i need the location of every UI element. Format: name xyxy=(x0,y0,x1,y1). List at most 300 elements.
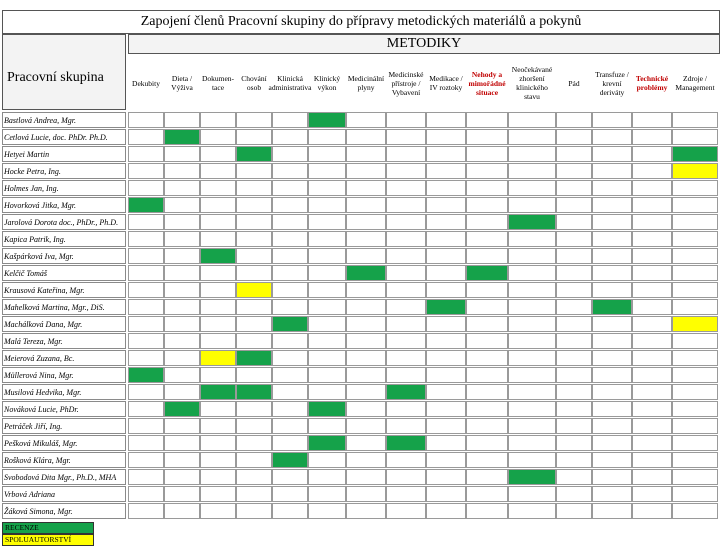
member-name: Malá Tereza, Mgr. xyxy=(2,333,126,349)
assignment-cell xyxy=(272,197,308,213)
assignment-cell xyxy=(592,333,632,349)
assignment-cell xyxy=(672,418,718,434)
member-name: Bastlová Andrea, Mgr. xyxy=(2,112,126,128)
assignment-cell xyxy=(236,469,272,485)
assignment-cell xyxy=(272,452,308,468)
assignment-cell xyxy=(632,231,672,247)
assignment-cell xyxy=(466,384,508,400)
assignment-cell xyxy=(632,469,672,485)
assignment-cell xyxy=(308,231,346,247)
member-name: Kašpárková Iva, Mgr. xyxy=(2,248,126,264)
member-name: Machálková Dana, Mgr. xyxy=(2,316,126,332)
assignment-cell xyxy=(128,367,164,383)
assignment-cell xyxy=(164,401,200,417)
assignment-cell xyxy=(632,401,672,417)
assignment-cell xyxy=(164,163,200,179)
assignment-cell xyxy=(672,146,718,162)
assignment-cell xyxy=(272,503,308,519)
assignment-cell xyxy=(426,197,466,213)
assignment-cell xyxy=(592,248,632,264)
assignment-cell xyxy=(236,248,272,264)
assignment-cell xyxy=(164,469,200,485)
assignment-cell xyxy=(556,452,592,468)
assignment-cell xyxy=(346,452,386,468)
assignment-cell xyxy=(386,248,426,264)
assignment-cell xyxy=(272,486,308,502)
assignment-cell xyxy=(672,401,718,417)
assignment-cell xyxy=(466,452,508,468)
member-name: Hetyei Martin xyxy=(2,146,126,162)
assignment-cell xyxy=(272,214,308,230)
assignment-cell xyxy=(272,180,308,196)
assignment-cell xyxy=(386,350,426,366)
assignment-cell xyxy=(466,435,508,451)
assignment-cell xyxy=(466,248,508,264)
assignment-cell xyxy=(128,486,164,502)
assignment-cell xyxy=(672,333,718,349)
column-header: Transfuze / krevní deriváty xyxy=(595,69,629,97)
member-name: Kelčič Tomáš xyxy=(2,265,126,281)
assignment-cell xyxy=(426,469,466,485)
assignment-cell xyxy=(592,180,632,196)
assignment-cell xyxy=(592,367,632,383)
assignment-cell xyxy=(346,197,386,213)
assignment-cell xyxy=(556,180,592,196)
assignment-cell xyxy=(466,231,508,247)
assignment-cell xyxy=(508,197,556,213)
assignment-cell xyxy=(508,180,556,196)
assignment-cell xyxy=(426,282,466,298)
assignment-cell xyxy=(556,418,592,434)
assignment-cell xyxy=(466,282,508,298)
assignment-cell xyxy=(632,333,672,349)
assignment-cell xyxy=(200,231,236,247)
assignment-cell xyxy=(346,486,386,502)
assignment-cell xyxy=(556,469,592,485)
assignment-cell xyxy=(272,418,308,434)
assignment-cell xyxy=(632,452,672,468)
assignment-cell xyxy=(556,248,592,264)
assignment-cell xyxy=(128,350,164,366)
assignment-cell xyxy=(672,384,718,400)
assignment-cell xyxy=(164,418,200,434)
assignment-cell xyxy=(200,503,236,519)
assignment-cell xyxy=(632,248,672,264)
member-name: Pešková Mikuláš, Mgr. xyxy=(2,435,126,451)
assignment-cell xyxy=(466,146,508,162)
assignment-cell xyxy=(632,350,672,366)
assignment-cell xyxy=(236,401,272,417)
assignment-cell xyxy=(466,350,508,366)
assignment-cell xyxy=(466,486,508,502)
assignment-cell xyxy=(426,214,466,230)
assignment-cell xyxy=(556,265,592,281)
assignment-cell xyxy=(272,316,308,332)
assignment-cell xyxy=(346,435,386,451)
assignment-cell xyxy=(632,435,672,451)
assignment-cell xyxy=(672,248,718,264)
member-name: Rošková Klára, Mgr. xyxy=(2,452,126,468)
assignment-cell xyxy=(556,299,592,315)
member-name: Cetlová Lucie, doc. PhDr. Ph.D. xyxy=(2,129,126,145)
column-header: Medikace / IV roztoky xyxy=(429,74,463,92)
assignment-cell xyxy=(308,333,346,349)
assignment-cell xyxy=(200,248,236,264)
assignment-cell xyxy=(236,452,272,468)
assignment-cell xyxy=(236,129,272,145)
assignment-cell xyxy=(308,452,346,468)
assignment-cell xyxy=(672,214,718,230)
column-header: Nehody a mimořádné situace xyxy=(468,69,506,97)
assignment-cell xyxy=(466,129,508,145)
assignment-cell xyxy=(200,180,236,196)
assignment-cell xyxy=(164,265,200,281)
assignment-cell xyxy=(556,384,592,400)
assignment-cell xyxy=(308,197,346,213)
assignment-cell xyxy=(556,129,592,145)
assignment-cell xyxy=(308,112,346,128)
assignment-cell xyxy=(236,214,272,230)
member-name: Müllerová Nina, Mgr. xyxy=(2,367,126,383)
assignment-cell xyxy=(200,112,236,128)
assignment-cell xyxy=(386,452,426,468)
assignment-cell xyxy=(508,333,556,349)
assignment-cell xyxy=(556,163,592,179)
assignment-cell xyxy=(508,401,556,417)
assignment-cell xyxy=(556,282,592,298)
member-name: Krausová Kateřina, Mgr. xyxy=(2,282,126,298)
assignment-cell xyxy=(508,452,556,468)
assignment-cell xyxy=(426,452,466,468)
assignment-cell xyxy=(632,486,672,502)
assignment-cell xyxy=(128,503,164,519)
assignment-cell xyxy=(592,146,632,162)
assignment-cell xyxy=(386,333,426,349)
assignment-cell xyxy=(672,129,718,145)
assignment-cell xyxy=(592,299,632,315)
assignment-cell xyxy=(508,265,556,281)
assignment-cell xyxy=(632,214,672,230)
assignment-cell xyxy=(556,367,592,383)
column-header: Dokumen-tace xyxy=(201,74,235,92)
assignment-cell xyxy=(308,282,346,298)
assignment-cell xyxy=(466,333,508,349)
assignment-cell xyxy=(672,503,718,519)
assignment-cell xyxy=(632,367,672,383)
assignment-cell xyxy=(466,299,508,315)
assignment-cell xyxy=(128,435,164,451)
assignment-cell xyxy=(466,418,508,434)
assignment-cell xyxy=(346,367,386,383)
assignment-cell xyxy=(308,316,346,332)
assignment-cell xyxy=(466,265,508,281)
member-name: Svobodová Dita Mgr., Ph.D., MHA xyxy=(2,469,126,485)
assignment-cell xyxy=(128,112,164,128)
assignment-cell xyxy=(386,299,426,315)
assignment-cell xyxy=(200,333,236,349)
assignment-cell xyxy=(164,367,200,383)
assignment-cell xyxy=(556,486,592,502)
assignment-cell xyxy=(200,146,236,162)
assignment-cell xyxy=(272,401,308,417)
assignment-cell xyxy=(128,197,164,213)
assignment-cell xyxy=(386,469,426,485)
assignment-cell xyxy=(508,163,556,179)
assignment-cell xyxy=(164,452,200,468)
assignment-cell xyxy=(128,384,164,400)
assignment-cell xyxy=(508,418,556,434)
assignment-cell xyxy=(308,503,346,519)
assignment-cell xyxy=(466,316,508,332)
assignment-cell xyxy=(426,367,466,383)
assignment-cell xyxy=(200,384,236,400)
assignment-cell xyxy=(236,231,272,247)
assignment-cell xyxy=(426,333,466,349)
assignment-cell xyxy=(164,316,200,332)
assignment-cell xyxy=(128,129,164,145)
member-name: Hocke Petra, Ing. xyxy=(2,163,126,179)
assignment-cell xyxy=(672,486,718,502)
assignment-cell xyxy=(508,146,556,162)
assignment-cell xyxy=(164,231,200,247)
assignment-cell xyxy=(164,129,200,145)
assignment-cell xyxy=(592,486,632,502)
assignment-cell xyxy=(308,469,346,485)
assignment-cell xyxy=(128,333,164,349)
assignment-cell xyxy=(466,197,508,213)
assignment-cell xyxy=(346,299,386,315)
assignment-cell xyxy=(200,350,236,366)
assignment-cell xyxy=(466,401,508,417)
assignment-cell xyxy=(672,316,718,332)
assignment-cell xyxy=(236,197,272,213)
assignment-cell xyxy=(632,146,672,162)
assignment-cell xyxy=(164,503,200,519)
assignment-cell xyxy=(346,231,386,247)
assignment-cell xyxy=(272,333,308,349)
assignment-cell xyxy=(272,231,308,247)
assignment-cell xyxy=(200,401,236,417)
assignment-cell xyxy=(308,384,346,400)
assignment-cell xyxy=(128,265,164,281)
assignment-cell xyxy=(632,265,672,281)
assignment-cell xyxy=(556,214,592,230)
assignment-cell xyxy=(426,146,466,162)
assignment-cell xyxy=(426,316,466,332)
assignment-cell xyxy=(632,163,672,179)
assignment-cell xyxy=(632,129,672,145)
assignment-cell xyxy=(592,197,632,213)
assignment-cell xyxy=(508,112,556,128)
member-name: Mahelková Martina, Mgr., DiS. xyxy=(2,299,126,315)
assignment-cell xyxy=(346,401,386,417)
assignment-cell xyxy=(466,180,508,196)
member-name: Nováková Lucie, PhDr. xyxy=(2,401,126,417)
assignment-cell xyxy=(592,282,632,298)
assignment-cell xyxy=(508,503,556,519)
assignment-cell xyxy=(164,486,200,502)
assignment-cell xyxy=(346,214,386,230)
assignment-cell xyxy=(632,316,672,332)
assignment-cell xyxy=(508,214,556,230)
assignment-cell xyxy=(672,452,718,468)
column-header: Klinická administrativa xyxy=(268,74,312,92)
assignment-cell xyxy=(272,299,308,315)
assignment-cell xyxy=(672,435,718,451)
assignment-cell xyxy=(346,469,386,485)
assignment-cell xyxy=(386,418,426,434)
assignment-cell xyxy=(426,384,466,400)
column-header: Dieta / Výživa xyxy=(171,74,193,92)
assignment-cell xyxy=(672,367,718,383)
assignment-cell xyxy=(632,197,672,213)
member-name: Žáková Simona, Mgr. xyxy=(2,503,126,519)
assignment-cell xyxy=(346,112,386,128)
assignment-cell xyxy=(272,112,308,128)
assignment-cell xyxy=(466,367,508,383)
assignment-cell xyxy=(164,384,200,400)
assignment-cell xyxy=(346,418,386,434)
section-header: METODIKY xyxy=(128,34,720,54)
assignment-cell xyxy=(672,265,718,281)
assignment-cell xyxy=(164,299,200,315)
assignment-cell xyxy=(236,180,272,196)
assignment-cell xyxy=(672,112,718,128)
assignment-cell xyxy=(386,384,426,400)
assignment-cell xyxy=(346,316,386,332)
assignment-cell xyxy=(236,367,272,383)
assignment-cell xyxy=(308,248,346,264)
assignment-cell xyxy=(236,112,272,128)
assignment-cell xyxy=(508,469,556,485)
assignment-cell xyxy=(128,163,164,179)
assignment-cell xyxy=(200,435,236,451)
assignment-cell xyxy=(386,129,426,145)
assignment-cell xyxy=(128,469,164,485)
assignment-cell xyxy=(236,418,272,434)
assignment-cell xyxy=(200,265,236,281)
assignment-cell xyxy=(508,367,556,383)
assignment-cell xyxy=(426,486,466,502)
assignment-cell xyxy=(200,452,236,468)
assignment-cell xyxy=(466,163,508,179)
assignment-cell xyxy=(236,350,272,366)
assignment-cell xyxy=(236,316,272,332)
column-header: Pád xyxy=(568,78,580,88)
assignment-cell xyxy=(308,299,346,315)
assignment-cell xyxy=(592,316,632,332)
assignment-cell xyxy=(556,231,592,247)
member-name: Musilová Hedvika, Mgr. xyxy=(2,384,126,400)
assignment-cell xyxy=(236,299,272,315)
assignment-cell xyxy=(308,367,346,383)
assignment-cell xyxy=(426,163,466,179)
assignment-cell xyxy=(632,384,672,400)
assignment-cell xyxy=(272,129,308,145)
assignment-cell xyxy=(346,503,386,519)
assignment-cell xyxy=(386,282,426,298)
assignment-cell xyxy=(592,401,632,417)
assignment-cell xyxy=(128,146,164,162)
assignment-cell xyxy=(128,299,164,315)
assignment-cell xyxy=(386,503,426,519)
assignment-cell xyxy=(556,112,592,128)
assignment-cell xyxy=(556,333,592,349)
assignment-cell xyxy=(272,163,308,179)
assignment-cell xyxy=(346,282,386,298)
assignment-cell xyxy=(346,248,386,264)
assignment-cell xyxy=(308,486,346,502)
assignment-cell xyxy=(672,180,718,196)
assignment-cell xyxy=(200,163,236,179)
assignment-cell xyxy=(556,316,592,332)
assignment-cell xyxy=(556,435,592,451)
assignment-cell xyxy=(200,197,236,213)
assignment-cell xyxy=(128,452,164,468)
assignment-cell xyxy=(308,418,346,434)
assignment-cell xyxy=(164,333,200,349)
assignment-cell xyxy=(508,231,556,247)
member-name: Hovorková Jitka, Mgr. xyxy=(2,197,126,213)
column-header: Klinický výkon xyxy=(313,74,341,92)
assignment-cell xyxy=(508,435,556,451)
assignment-cell xyxy=(426,180,466,196)
assignment-cell xyxy=(426,401,466,417)
member-name: Vrbová Adriana xyxy=(2,486,126,502)
assignment-cell xyxy=(386,180,426,196)
assignment-cell xyxy=(386,163,426,179)
assignment-cell xyxy=(164,214,200,230)
assignment-cell xyxy=(466,112,508,128)
assignment-cell xyxy=(508,129,556,145)
assignment-cell xyxy=(128,180,164,196)
assignment-cell xyxy=(164,112,200,128)
assignment-cell xyxy=(426,418,466,434)
assignment-cell xyxy=(386,265,426,281)
column-header: Medicinské přístroje / Vybavení xyxy=(388,69,424,97)
assignment-cell xyxy=(308,435,346,451)
assignment-cell xyxy=(272,367,308,383)
assignment-cell xyxy=(128,231,164,247)
assignment-cell xyxy=(200,299,236,315)
assignment-cell xyxy=(672,231,718,247)
assignment-cell xyxy=(632,282,672,298)
assignment-cell xyxy=(272,435,308,451)
legend-item: RECENZE xyxy=(2,522,94,534)
assignment-cell xyxy=(426,265,466,281)
assignment-cell xyxy=(128,316,164,332)
assignment-cell xyxy=(200,469,236,485)
assignment-cell xyxy=(308,180,346,196)
assignment-cell xyxy=(346,350,386,366)
assignment-cell xyxy=(164,435,200,451)
column-header: Medicinální plyny xyxy=(347,74,385,92)
assignment-cell xyxy=(632,112,672,128)
assignment-cell xyxy=(236,163,272,179)
assignment-cell xyxy=(672,163,718,179)
assignment-cell xyxy=(466,214,508,230)
assignment-cell xyxy=(592,163,632,179)
assignment-cell xyxy=(386,367,426,383)
assignment-cell xyxy=(346,333,386,349)
column-header: Dekubity xyxy=(132,78,160,88)
column-header: Chování osob xyxy=(241,74,267,92)
assignment-cell xyxy=(386,112,426,128)
assignment-cell xyxy=(308,146,346,162)
assignment-cell xyxy=(632,503,672,519)
assignment-cell xyxy=(128,214,164,230)
assignment-cell xyxy=(556,401,592,417)
